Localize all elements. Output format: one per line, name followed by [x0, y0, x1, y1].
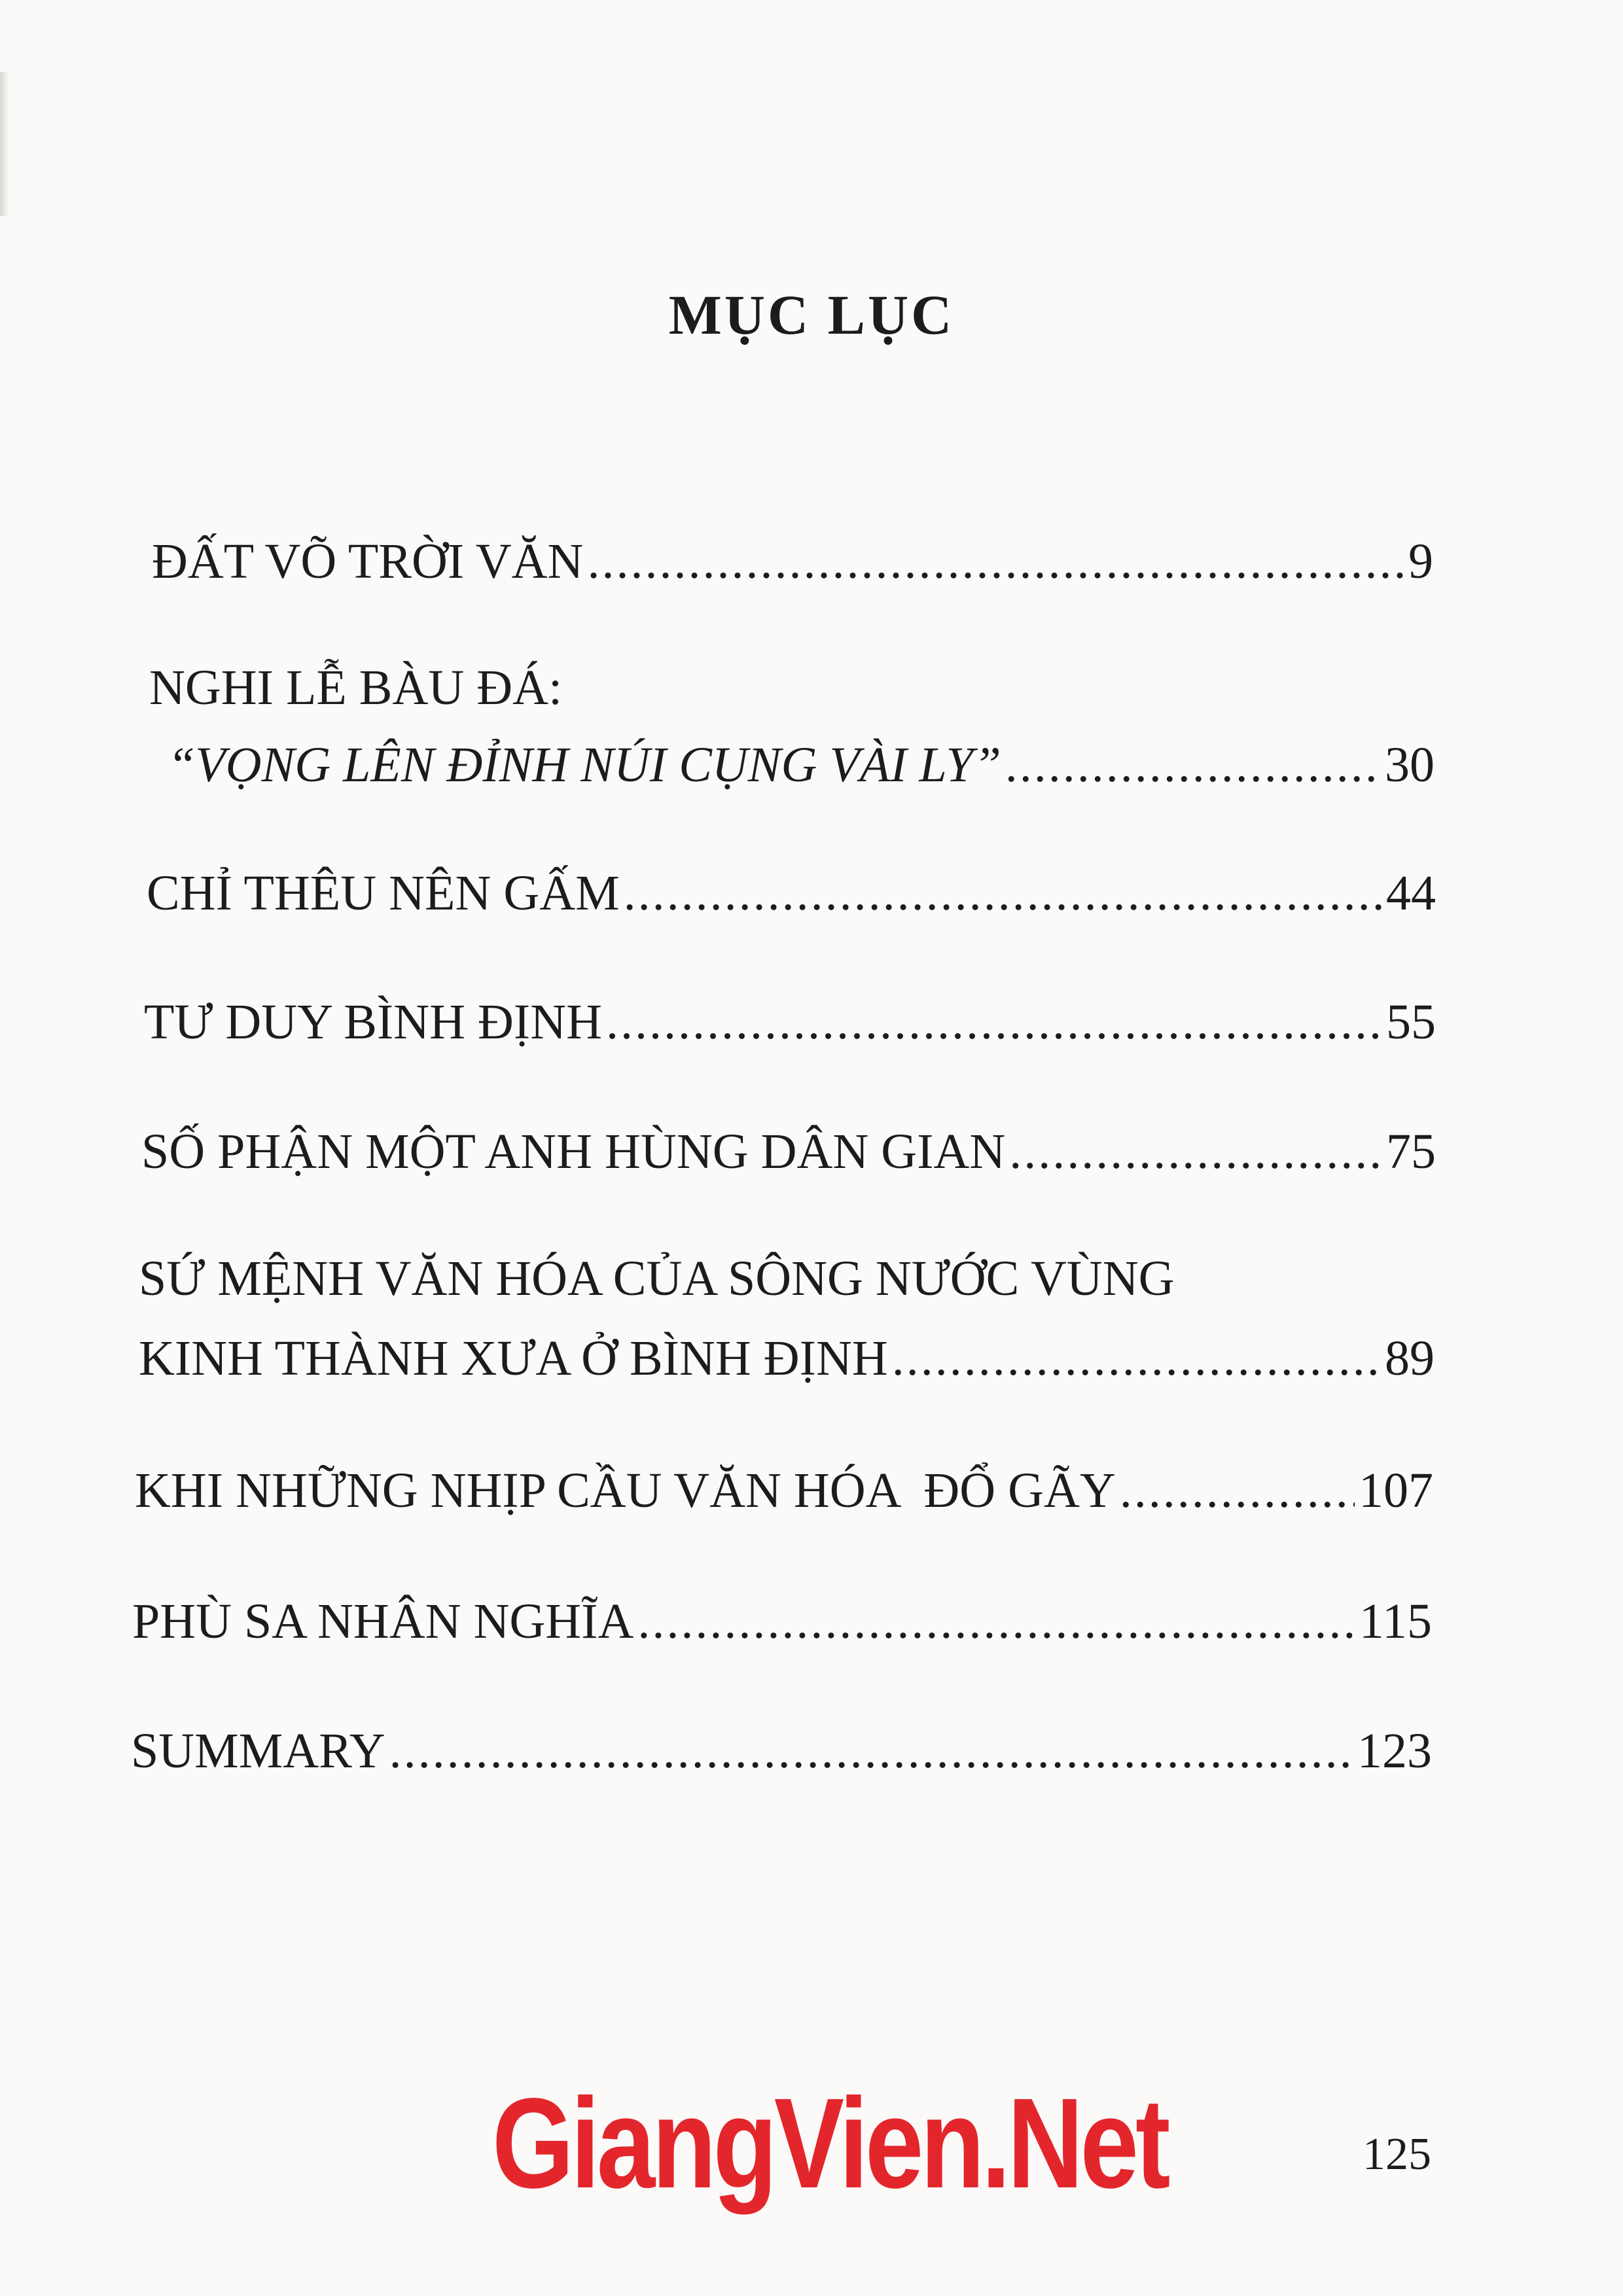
dot-leader	[1009, 1127, 1382, 1176]
toc-entry	[135, 1463, 1433, 1525]
toc-heading: MỤC LỤC	[668, 283, 955, 346]
page-number: 125	[1363, 2129, 1431, 2180]
entry-title: SUMMARY	[131, 1723, 385, 1778]
entry-title: NGHI LỄ BÀU ĐÁ:	[149, 660, 563, 715]
entry-page-number: 89	[1385, 1331, 1435, 1386]
toc-entry	[149, 660, 1435, 794]
dot-leader	[587, 537, 1404, 586]
entry-title-continued: KINH THÀNH XƯA Ở BÌNH ĐỊNH	[139, 1331, 888, 1386]
entry-page-number: 30	[1385, 737, 1435, 792]
toc-entry	[144, 997, 1436, 1056]
entry-page-number: 9	[1408, 534, 1433, 589]
entry-title: ĐẤT VÕ TRỜI VĂN	[152, 534, 584, 589]
entry-title: SỐ PHẬN MỘT ANH HÙNG DÂN GIAN	[141, 1124, 1006, 1179]
toc-entry	[139, 1251, 1435, 1391]
entry-title: TƯ DUY BÌNH ĐỊNH	[144, 995, 602, 1050]
entry-page-number: 115	[1359, 1594, 1432, 1649]
watermark-logo: GiangVien.Net	[492, 2072, 1168, 2215]
entry-title: PHÙ SA NHÂN NGHĨA	[132, 1594, 634, 1649]
toc-entry	[131, 1723, 1432, 1785]
entry-page-number: 107	[1359, 1463, 1433, 1518]
dot-leader	[624, 868, 1382, 918]
toc-entry	[132, 1594, 1432, 1655]
entry-page-number: 55	[1386, 995, 1436, 1050]
dot-leader	[389, 1726, 1353, 1776]
dot-leader	[1005, 740, 1381, 790]
toc-entry	[147, 868, 1436, 927]
entry-title: SỨ MỆNH VĂN HÓA CỦA SÔNG NƯỚC VÙNG	[139, 1251, 1175, 1306]
entry-page-number: 44	[1386, 866, 1436, 921]
dot-leader	[637, 1597, 1355, 1646]
toc-entry	[152, 534, 1433, 595]
toc-entry	[141, 1124, 1436, 1186]
entry-subtitle: “VỌNG LÊN ĐỈNH NÚI CỤNG VÀI LY”	[168, 737, 1001, 792]
dot-leader	[606, 997, 1382, 1047]
entry-title: CHỈ THÊU NÊN GẤM	[147, 866, 620, 921]
dot-leader	[892, 1333, 1381, 1383]
entry-page-number: 75	[1386, 1124, 1436, 1179]
dot-leader	[1120, 1466, 1355, 1515]
entry-page-number: 123	[1357, 1723, 1432, 1778]
entry-title: KHI NHỮNG NHỊP CẦU VĂN HÓA ĐỔ GÃY	[135, 1463, 1116, 1518]
